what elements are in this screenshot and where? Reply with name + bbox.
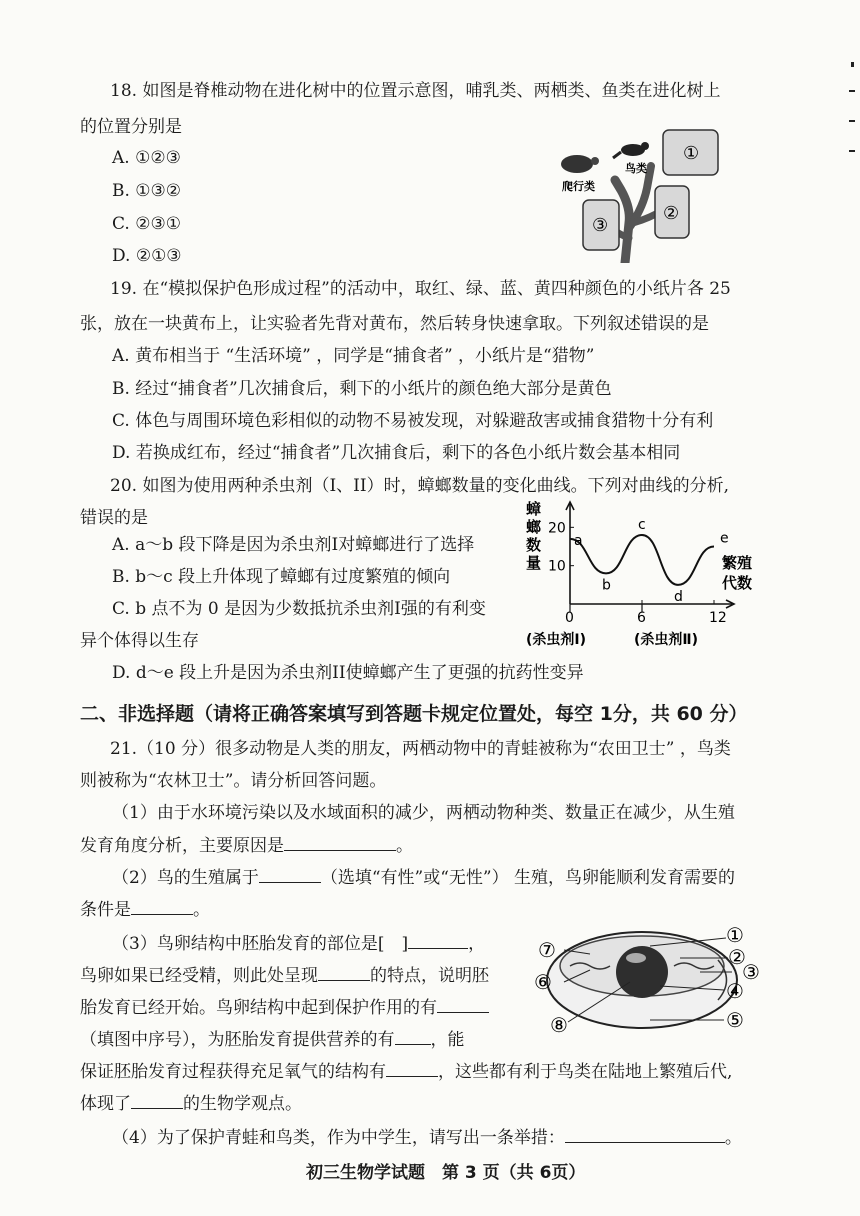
q19-option-a: A. 黄布相当于 “生活环境” ，同学是“捕食者” ，小纸片是“猎物”	[112, 346, 595, 366]
x-axis-label: 繁殖	[722, 554, 753, 572]
margin-mark	[849, 150, 855, 152]
egg-label-8: ⑧	[550, 1013, 568, 1037]
q21-part4	[112, 1126, 742, 1149]
point-label: d	[674, 588, 683, 605]
q21-part2	[112, 866, 735, 889]
q21-part3-e	[80, 1060, 732, 1083]
egg-yolk	[616, 946, 668, 998]
q18-option-b: B. ①③②	[112, 181, 182, 201]
q20-option-a: A. a～b 段下降是因为杀虫剂I对蟑螂进行了选择	[112, 535, 475, 555]
egg-label-7: ⑦	[538, 938, 556, 962]
population-curve	[570, 532, 714, 585]
evolution-tree-figure	[555, 128, 725, 263]
q20-option-d: D. d～e 段上升是因为杀虫剂II使蟑螂产生了更强的抗药性变异	[112, 663, 584, 683]
q20-option-b: B. b～c 段上升体现了蟑螂有过度繁殖的倾向	[112, 567, 451, 587]
q21-stem: 21.（10 分）很多动物是人类的朋友，两栖动物中的青蛙被称为“农田卫士” ，鸟类	[110, 739, 731, 759]
section-2-title: 二、非选择题（请将正确答案填写到答题卡规定位置处，每空 1分，共 60 分）	[80, 703, 748, 725]
answer-blank[interactable]	[259, 866, 321, 883]
y-axis-label-char: 数	[526, 536, 542, 554]
q21-part2-pre: （2）鸟的生殖属于	[112, 868, 259, 888]
q20-stem: 20. 如图为使用两种杀虫剂（I、II）时，蟑螂数量的变化曲线。下列对曲线的分析,	[110, 476, 729, 496]
x-tick-label: 12	[709, 610, 727, 626]
label-reptile: 爬行类	[562, 180, 595, 193]
q21-part3-b-pre: 鸟卵如果已经受精，则此处呈现	[80, 966, 318, 986]
q18-stem-cont: 的位置分别是	[80, 117, 182, 137]
q21-part3-b-post: 的特点，说明胚	[370, 966, 489, 986]
q19-option-d: D. 若换成红布，经过“捕食者”几次捕食后，剩下的各色小纸片数会基本相同	[112, 443, 681, 463]
q21-part2-cont	[80, 898, 210, 921]
comma: ，	[468, 934, 486, 954]
answer-blank[interactable]	[395, 1028, 431, 1045]
q20-option-c: C. b 点不为 0 是因为少数抵抗杀虫剂I强的有利变	[112, 599, 486, 619]
q21-part3-c-text: 胎发育已经开始。鸟卵结构中起到保护作用的有	[80, 998, 437, 1018]
answer-blank[interactable]	[565, 1126, 725, 1143]
y-tick-label: 20	[548, 520, 566, 537]
q21-part2-post: （选填“有性”或“无性”） 生殖，鸟卵能顺利发育需要的	[320, 868, 735, 888]
insecticide-1-label: (杀虫剂Ⅰ)	[526, 632, 587, 648]
x-tick-label: 6	[637, 610, 646, 626]
margin-mark	[851, 62, 854, 67]
point-label: b	[602, 577, 611, 594]
q21-stem-cont: 则被称为“农林卫士”。请分析回答问题。	[80, 771, 387, 791]
answer-blank[interactable]	[318, 964, 370, 981]
q21-part4-text: （4）为了保护青蛙和鸟类，作为中学生，请写出一条举措：	[112, 1128, 565, 1148]
q21-part3-f-pre: 体现了	[80, 1094, 131, 1114]
box-2-label: ②	[663, 203, 680, 224]
cockroach-chart	[520, 498, 760, 650]
q20-stem-cont: 错误的是	[80, 508, 148, 528]
q18-option-d: D. ②①③	[112, 246, 182, 266]
q21-part3-a: （3）鸟卵结构中胚胎发育的部位是[ ]	[112, 934, 409, 954]
period: 。	[396, 836, 413, 856]
q21-part1: （1）由于水环境污染以及水域面积的减少，两栖动物种类、数量正在减少，从生殖	[112, 803, 735, 823]
y-tick-label: 10	[548, 558, 566, 575]
answer-blank[interactable]	[386, 1060, 438, 1077]
q21-part3-d	[80, 1028, 465, 1051]
x-tick-label: 0	[565, 610, 574, 626]
x-axis-label: 代数	[722, 574, 753, 592]
point-label: e	[720, 530, 729, 547]
q21-part1-cont	[80, 834, 413, 857]
q18-option-a: A. ①②③	[112, 148, 181, 168]
answer-blank[interactable]	[437, 996, 489, 1013]
insecticide-2-label: (杀虫剂Ⅱ)	[634, 632, 699, 648]
q21-part3-f	[80, 1092, 302, 1115]
period: 。	[724, 1128, 742, 1148]
margin-mark	[849, 90, 855, 92]
q21-part3-d-post: ，能	[430, 1030, 465, 1050]
egg-label-5: ⑤	[726, 1008, 744, 1032]
q18-stem: 18. 如图是脊椎动物在进化树中的位置示意图，哺乳类、两栖类、鱼类在进化树上	[110, 81, 721, 101]
tortoise-icon	[561, 155, 593, 173]
margin-mark	[849, 120, 855, 122]
egg-label-2: ②	[728, 945, 746, 969]
page-footer: 初三生物学试题 第 3 页（共 6页）	[306, 1163, 586, 1183]
q21-part3-e-post: ，这些都有利于鸟类在陆地上繁殖后代,	[438, 1062, 733, 1082]
y-axis-label-char: 螂	[526, 518, 542, 536]
q21-part3-b	[80, 964, 489, 987]
box-3-label: ③	[592, 215, 609, 236]
q21-part2-cond: 条件是	[80, 900, 131, 920]
q21-part3-e-pre: 保证胚胎发育过程获得充足氧气的结构有	[80, 1062, 386, 1082]
egg-label-1: ①	[726, 923, 744, 947]
q21-part3-c	[80, 996, 489, 1019]
answer-blank[interactable]	[284, 834, 396, 851]
egg-label-3: ③	[742, 960, 760, 984]
answer-blank[interactable]	[131, 898, 193, 915]
egg-label-6: ⑥	[534, 970, 552, 994]
q19-option-c: C. 体色与周围环境色彩相似的动物不易被发现，对躲避敌害或捕食猎物十分有利	[112, 411, 714, 431]
q20-option-c-cont: 异个体得以生存	[80, 631, 199, 651]
label-bird: 鸟类	[625, 162, 647, 175]
answer-blank[interactable]	[131, 1092, 183, 1109]
point-label: a	[574, 532, 583, 549]
q19-stem: 19. 在“模拟保护色形成过程”的活动中，取红、绿、蓝、黄四种颜色的小纸片各 25	[110, 279, 731, 299]
y-axis-label-char: 蟑	[526, 500, 542, 518]
box-1-label: ①	[683, 143, 700, 164]
y-axis-label-char: 量	[526, 554, 542, 572]
egg-structure-figure	[530, 920, 775, 1045]
q21-part3	[112, 932, 485, 955]
q21-part1-text: 发育角度分析，主要原因是	[80, 836, 284, 856]
egg-label-4: ④	[726, 979, 744, 1003]
period: 。	[193, 900, 210, 920]
q21-part3-d-pre: （填图中序号），为胚胎发育提供营养的有	[80, 1030, 395, 1050]
point-label: c	[638, 517, 646, 533]
q19-stem-cont: 张，放在一块黄布上，让实验者先背对黄布，然后转身快速拿取。下列叙述错误的是	[80, 314, 709, 334]
q19-option-b: B. 经过“捕食者”几次捕食后，剩下的小纸片的颜色绝大部分是黄色	[112, 379, 612, 399]
answer-blank[interactable]	[408, 932, 468, 949]
q21-part3-f-post: 的生物学观点。	[183, 1094, 302, 1114]
q18-option-c: C. ②③①	[112, 214, 181, 234]
